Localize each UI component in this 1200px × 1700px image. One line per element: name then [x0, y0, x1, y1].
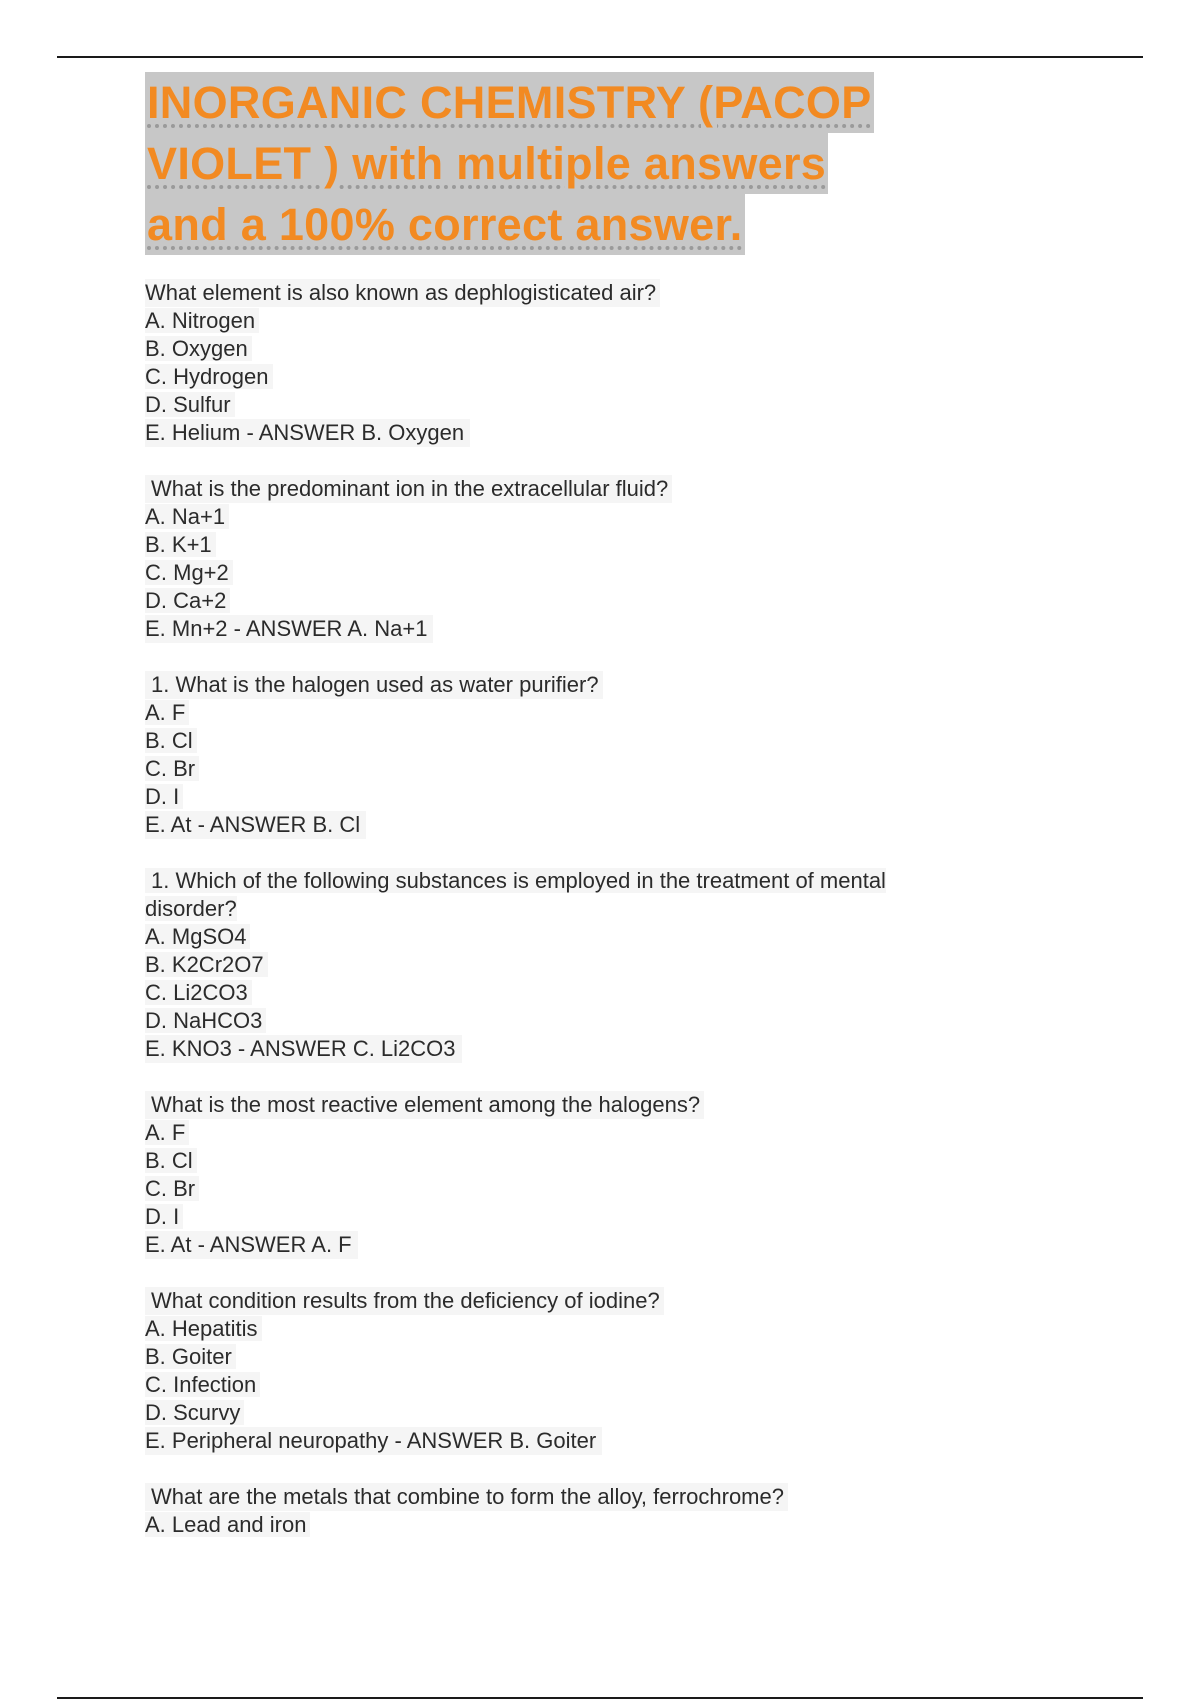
option-d: D. Ca+2 — [145, 587, 1095, 615]
option-c: C. Br — [145, 755, 1095, 783]
title-line-3: and a 100% correct answer. — [145, 194, 745, 255]
question-block-5 — [145, 1091, 1095, 1259]
option-c: C. Infection — [145, 1371, 1095, 1399]
option-b: B. Goiter — [145, 1343, 1095, 1371]
question-text: 1. Which of the following substances is employed in the treatment of mental disorder? — [145, 868, 886, 921]
question-block-4 — [145, 867, 1095, 1063]
question-block-6 — [145, 1287, 1095, 1455]
question-block-7 — [145, 1483, 1095, 1539]
option-a: A. MgSO4 — [145, 923, 1095, 951]
option-c: C. Br — [145, 1175, 1095, 1203]
option-c: C. Li2CO3 — [145, 979, 1095, 1007]
option-a: A. Lead and iron — [145, 1511, 1095, 1539]
option-e-answer: E. At - ANSWER A. F — [145, 1231, 358, 1259]
bottom-rule — [57, 1697, 1143, 1699]
question-block-3 — [145, 671, 1095, 839]
option-d: D. NaHCO3 — [145, 1007, 1095, 1035]
option-a: A. Nitrogen — [145, 307, 1095, 335]
option-b: B. K+1 — [145, 531, 1095, 559]
question-block-2 — [145, 475, 1095, 643]
option-b: B. K2Cr2O7 — [145, 951, 1095, 979]
title-line-2: VIOLET ) with multiple answers — [145, 133, 828, 194]
option-d: D. I — [145, 783, 1095, 811]
option-a: A. F — [145, 699, 1095, 727]
question-text: What is the most reactive element among the halogens? — [145, 1091, 704, 1119]
option-a: A. F — [145, 1119, 1095, 1147]
option-e-answer: E. KNO3 - ANSWER C. Li2CO3 — [145, 1035, 462, 1063]
option-e-answer: E. At - ANSWER B. Cl — [145, 811, 366, 839]
option-b: B. Oxygen — [145, 335, 1095, 363]
option-a: A. Hepatitis — [145, 1315, 1095, 1343]
option-b: B. Cl — [145, 1147, 1095, 1175]
question-text: What is the predominant ion in the extracellular fluid? — [145, 475, 672, 503]
option-b: B. Cl — [145, 727, 1095, 755]
option-d: D. Scurvy — [145, 1399, 1095, 1427]
option-d: D. I — [145, 1203, 1095, 1231]
title-line-1: INORGANIC CHEMISTRY (PACOP — [145, 72, 874, 133]
document-title — [145, 72, 1095, 255]
top-rule — [57, 56, 1143, 58]
option-e-answer: E. Helium - ANSWER B. Oxygen — [145, 419, 470, 447]
option-e-answer: E. Peripheral neuropathy - ANSWER B. Goiter — [145, 1427, 602, 1455]
option-c: C. Hydrogen — [145, 363, 1095, 391]
option-c: C. Mg+2 — [145, 559, 1095, 587]
question-block-1 — [145, 279, 1095, 447]
option-a: A. Na+1 — [145, 503, 1095, 531]
question-text: 1. What is the halogen used as water purifier? — [145, 671, 603, 699]
option-d: D. Sulfur — [145, 391, 1095, 419]
question-text: What condition results from the deficiency of iodine? — [145, 1287, 664, 1315]
document-body — [145, 72, 1095, 1567]
question-text: What are the metals that combine to form the alloy, ferrochrome? — [145, 1483, 788, 1511]
question-text: What element is also known as dephlogisticated air? — [145, 279, 660, 307]
option-e-answer: E. Mn+2 - ANSWER A. Na+1 — [145, 615, 433, 643]
